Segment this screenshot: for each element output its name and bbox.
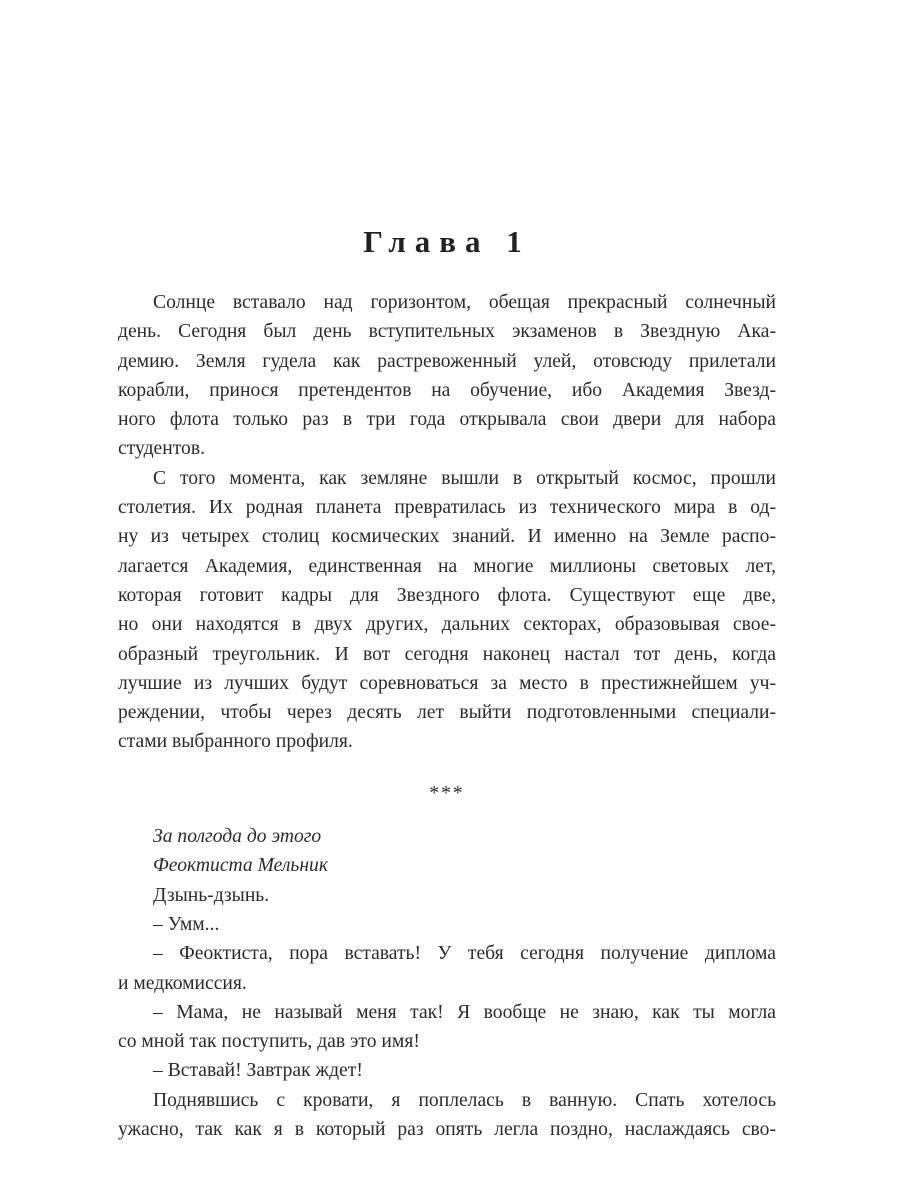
- paragraph-2-line-1: С того момента, как земляне вышли в открытый космос, прошли: [153, 467, 776, 489]
- paragraph-1-line-6: студентов.: [118, 438, 205, 460]
- paragraph-2-line-2: столетия. Их родная планета превратилась из технического мира в од-: [118, 497, 776, 519]
- paragraph-2-line-7: образный треугольник. И вот сегодня наконец настал тот день, когда: [118, 643, 776, 665]
- chapter-title: Глава 1: [363, 224, 531, 259]
- subheading-pov: Феоктиста Мельник: [153, 855, 329, 877]
- dialogue-line-3a: – Феоктиста, пора вставать! У тебя сегодня получение диплома: [153, 943, 776, 965]
- paragraph-1-line-3: демию. Земля гудела как растревоженный улей, отовсюду прилетали: [118, 350, 776, 372]
- dialogue-line-5: – Вставай! Завтрак ждет!: [153, 1060, 363, 1082]
- dialogue-line-4a: – Мама, не называй меня так! Я вообще не знаю, как ты могла: [153, 1001, 776, 1023]
- paragraph-1-line-5: ного флота только раз в три года открывала свои двери для набора: [118, 409, 776, 431]
- scene-separator: ***: [429, 782, 465, 804]
- paragraph-2-line-5: которая готовит кадры для Звездного флота. Существуют еще две,: [118, 584, 776, 606]
- body-text: [118, 288, 776, 1144]
- paragraph-2-line-10: стами выбранного профиля.: [118, 731, 353, 753]
- paragraph-2-line-3: ну из четырех столиц космических знаний. И именно на Земле распо-: [118, 526, 776, 548]
- paragraph-1-line-1: Солнце вставало над горизонтом, обещая прекрасный солнечный: [153, 292, 776, 313]
- paragraph-2-line-9: реждении, чтобы через десять лет выйти подготовленными специали-: [118, 702, 776, 724]
- narration-line-1: Поднявшись с кровати, я поплелась в ванную. Спать хотелось: [153, 1089, 776, 1111]
- subheading-time: За полгода до этого: [153, 826, 322, 848]
- dialogue-line-1: Дзынь-дзынь.: [153, 884, 270, 906]
- narration-line-2: ужасно, так как я в который раз опять легла поздно, наслаждаясь сво-: [118, 1119, 776, 1141]
- dialogue-line-4b: со мной так поступить, дав это имя!: [118, 1031, 420, 1053]
- book-page: [118, 0, 776, 1200]
- paragraph-2-line-4: лагается Академия, единственная на многие миллионы световых лет,: [118, 555, 776, 577]
- paragraph-1-line-4: корабли, принося претендентов на обучение, ибо Академия Звезд-: [118, 379, 776, 401]
- paragraph-1-line-2: день. Сегодня был день вступительных экзаменов в Звездную Ака-: [118, 321, 776, 343]
- paragraph-2-line-8: лучшие из лучших будут соревноваться за место в престижнейшем уч-: [118, 672, 776, 694]
- paragraph-2-line-6: но они находятся в двух других, дальних секторах, образовывая свое-: [118, 614, 776, 636]
- dialogue-line-2: – Умм...: [153, 913, 220, 935]
- dialogue-line-3b: и медкомиссия.: [118, 972, 247, 994]
